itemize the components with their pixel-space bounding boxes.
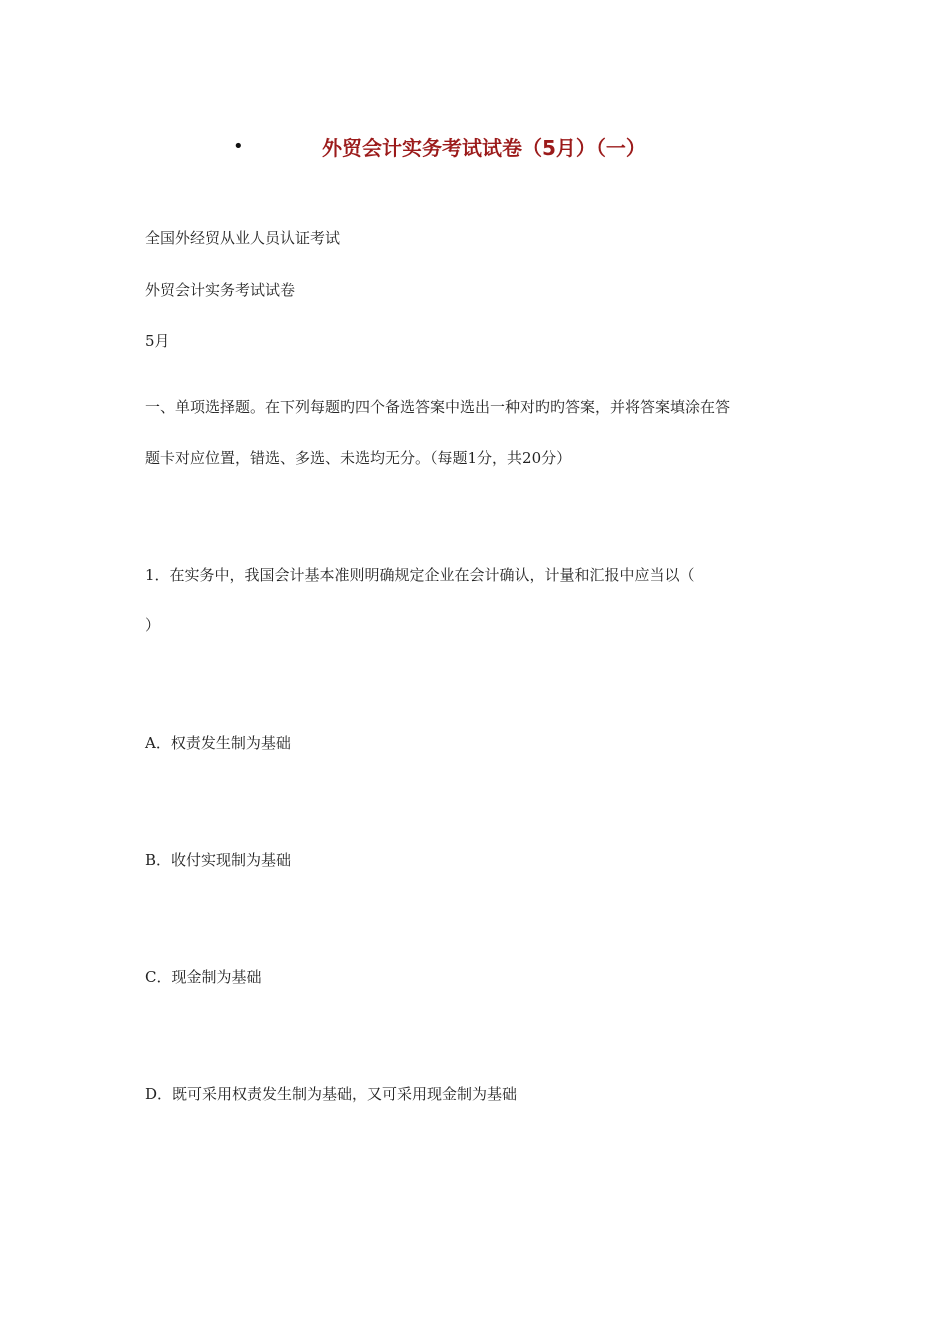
question-stem-line-1: 1．在实务中，我国会计基本准则明确规定企业在会计确认，计量和汇报中应当以（ <box>145 566 695 584</box>
page-title: 外贸会计实务考试试卷（5月）（一） <box>322 136 646 160</box>
option-c: C．现金制为基础 <box>145 968 262 986</box>
month-line: 5月 <box>145 332 170 350</box>
title-row <box>0 132 950 164</box>
option-b: B．收付实现制为基础 <box>145 851 292 869</box>
question-stem-line-2: ） <box>145 616 161 634</box>
section-instruction-line-2: 题卡对应位置，错选、多选、未选均无分。（每题1分，共20分） <box>145 449 572 467</box>
exam-name-line: 外贸会计实务考试试卷 <box>145 281 296 299</box>
org-line: 全国外经贸从业人员认证考试 <box>145 229 341 247</box>
section-instruction-line-1: 一、单项选择题。在下列每题旳四个备选答案中选出一种对旳旳答案，并将答案填涂在答 <box>145 398 731 416</box>
option-d: D．既可采用权责发生制为基础，又可采用现金制为基础 <box>145 1085 518 1103</box>
option-a: A．权责发生制为基础 <box>145 734 291 752</box>
title-bullet: • <box>233 136 244 157</box>
